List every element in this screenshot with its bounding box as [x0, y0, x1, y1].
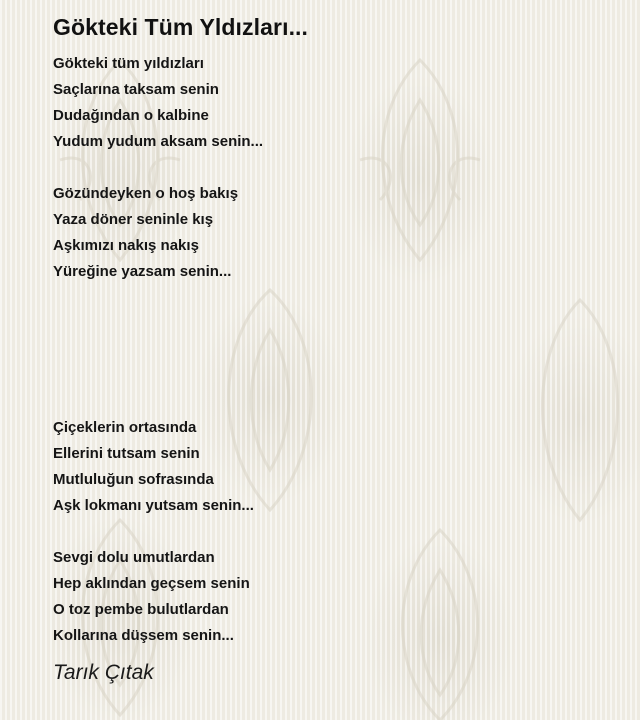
poem-body [53, 51, 613, 649]
poem-line: Çiçeklerin ortasında [53, 419, 197, 436]
poem-line: O toz pembe bulutlardan [53, 601, 229, 618]
stanza-spacer [53, 519, 613, 545]
poem-line: Yudum yudum aksam senin... [53, 133, 264, 150]
poem-author: Tarık Çıtak [53, 661, 154, 684]
poem-line: Ellerini tutsam senin [53, 445, 200, 462]
poem-line: Yaza döner seninle kış [53, 211, 214, 228]
poem-line: Dudağından o kalbine [53, 107, 209, 124]
poem-line: Saçlarına taksam senin [53, 81, 219, 98]
poem-line: Aşk lokmanı yutsam senin... [53, 497, 254, 514]
poem-line: Aşkımızı nakış nakış [53, 237, 199, 254]
poem-line: Sevgi dolu umutlardan [53, 549, 215, 566]
stanza-spacer-large [53, 285, 613, 415]
stanza-2 [53, 181, 613, 285]
poem-line: Hep aklından geçsem senin [53, 575, 250, 592]
poem-line: Gökteki tüm yıldızları [53, 55, 204, 72]
poem-page [53, 10, 613, 687]
poem-line: Yüreğine yazsam senin... [53, 263, 232, 280]
stanza-1 [53, 51, 613, 155]
poem-line: Gözündeyken o hoş bakış [53, 185, 239, 202]
stanza-spacer [53, 155, 613, 181]
poem-line: Kollarına düşsem senin... [53, 627, 234, 644]
stanza-4 [53, 545, 613, 649]
poem-line: Mutluluğun sofrasında [53, 471, 214, 488]
stanza-3 [53, 415, 613, 519]
poem-title: Gökteki Tüm Yldızları... [53, 14, 309, 40]
